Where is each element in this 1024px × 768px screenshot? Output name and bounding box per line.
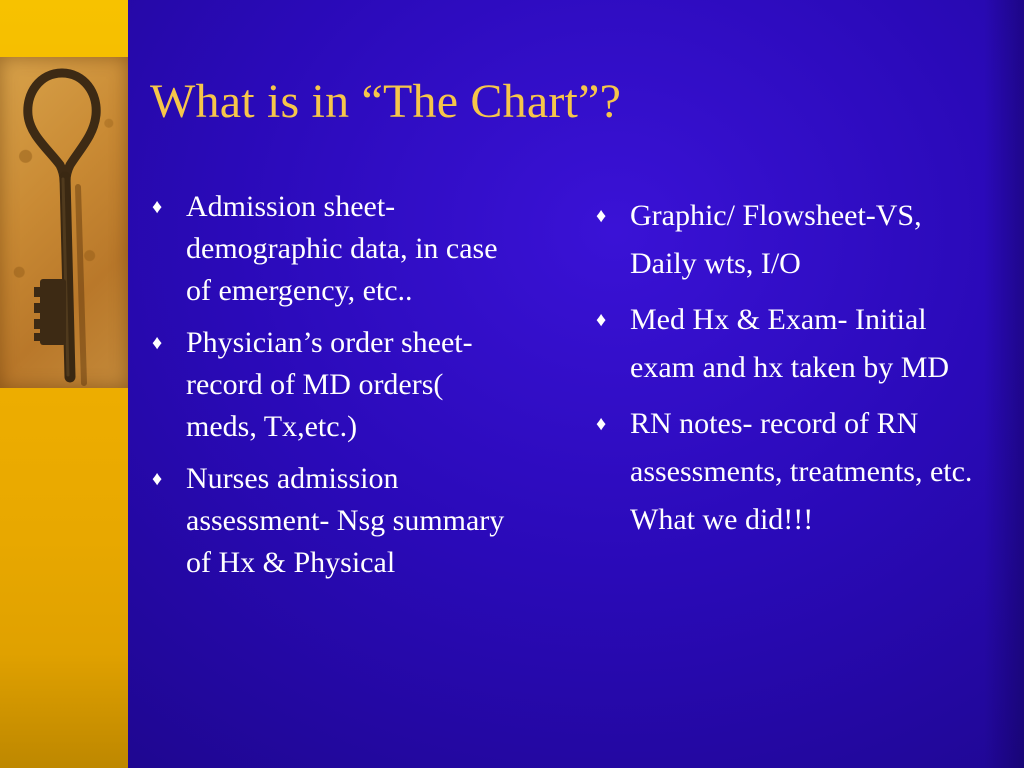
left-bullet-list [150,186,520,594]
diamond-bullet-icon: ♦ [596,413,607,435]
slide-title: What is in “The Chart”? [150,75,622,128]
list-item [150,322,520,448]
list-item [150,458,520,584]
diamond-bullet-icon: ♦ [152,332,163,354]
right-edge-shade [984,0,1024,768]
right-bullet-list [594,192,979,552]
list-item-text: Graphic/ Flowsheet-VS, Daily wts, I/O [630,199,922,280]
list-item-text: Nurses admission assessment- Nsg summary of Hx & Physical [186,462,505,579]
diamond-bullet-icon: ♦ [152,468,163,490]
list-item [594,296,979,392]
list-item [594,192,979,288]
list-item-text: Physician’s order sheet- record of MD orders( meds, Tx,etc.) [186,326,473,443]
list-item-text: Med Hx & Exam- Initial exam and hx taken by MD [630,303,950,384]
key-photo [0,57,128,388]
diamond-bullet-icon: ♦ [152,196,163,218]
diamond-bullet-icon: ♦ [596,205,607,227]
list-item [150,186,520,312]
list-item [594,400,979,544]
list-item-text: Admission sheet-demographic data, in case of emergency, etc.. [186,190,498,307]
diamond-bullet-icon: ♦ [596,309,607,331]
list-item-text: RN notes- record of RN assessments, treatments, etc. What we did!!! [630,407,973,536]
antique-key-icon [0,57,128,388]
